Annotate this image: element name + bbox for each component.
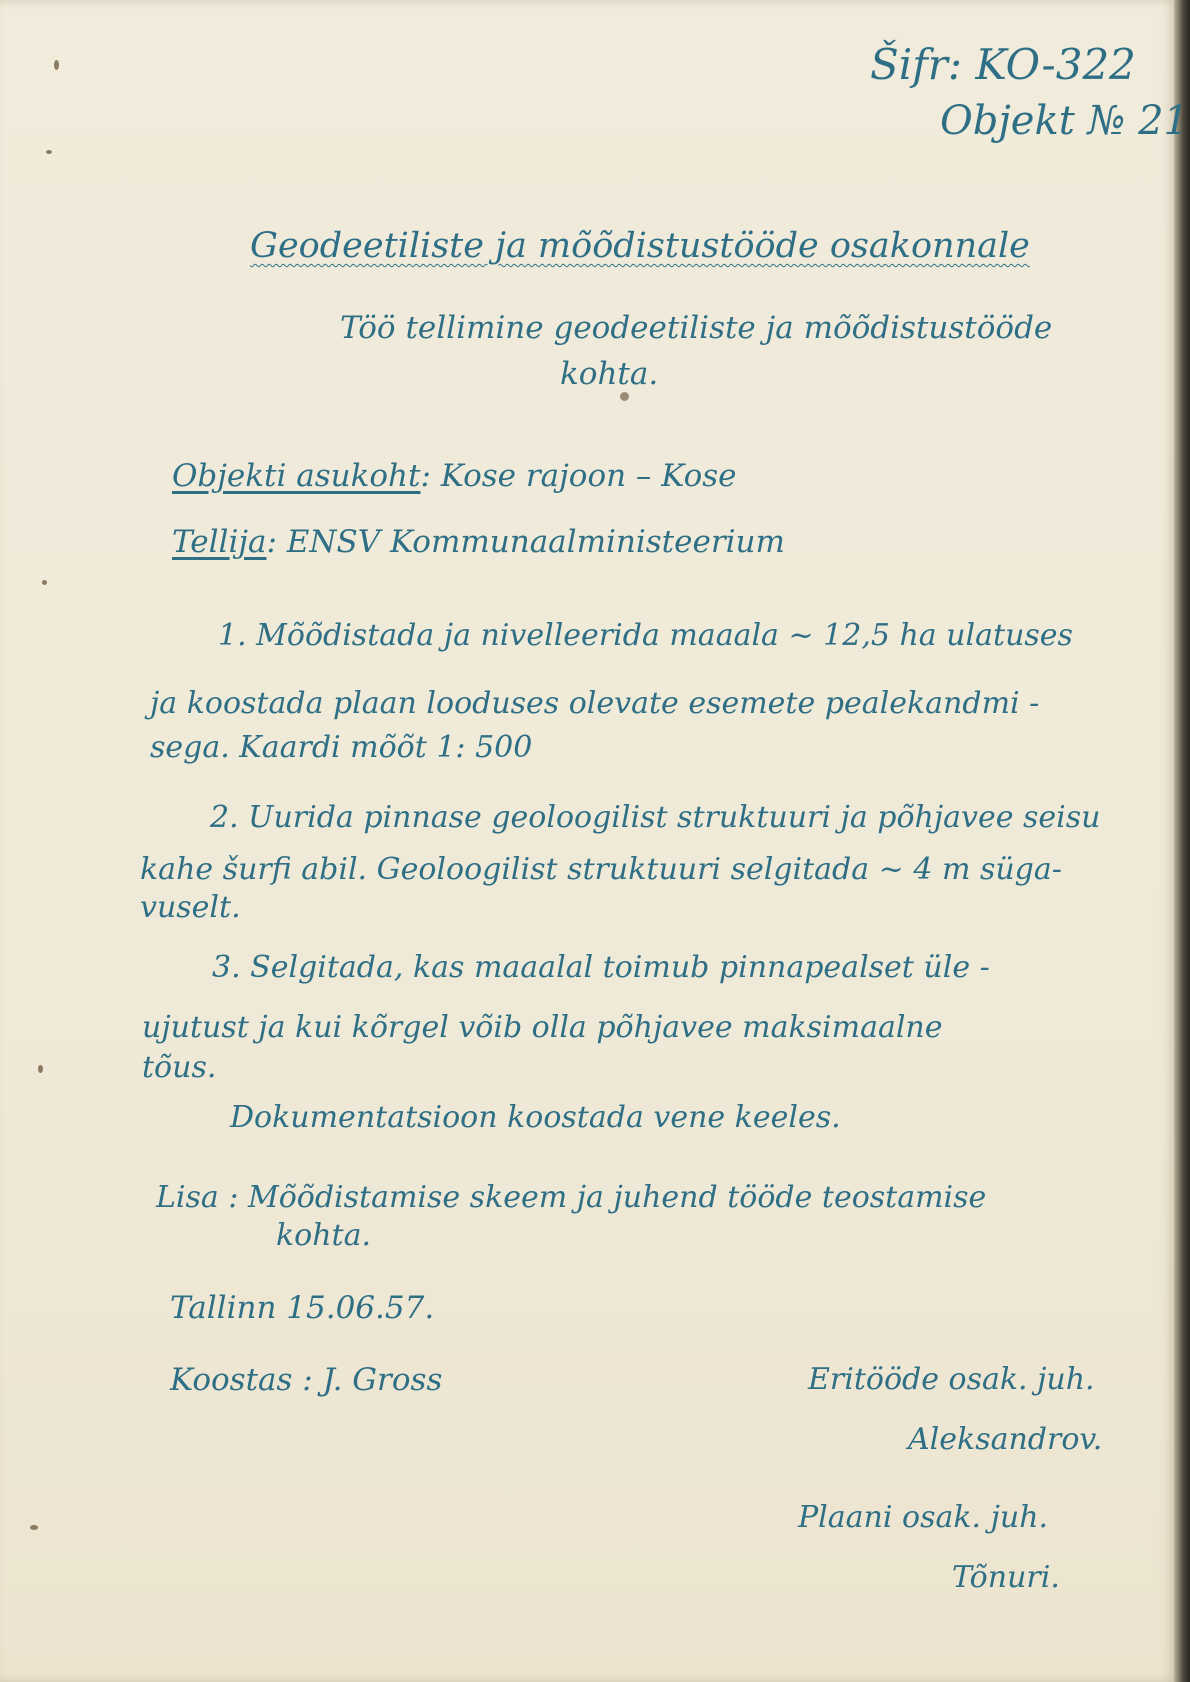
object-location-label: Objekti asukoht: [172, 458, 421, 494]
client-label: Tellija: [172, 524, 267, 560]
object-location: [172, 458, 737, 494]
task-item-2-line2: kahe šurfi abil. Geoloogilist struktuuri selgitada ~ 4 m süga-: [140, 852, 1062, 887]
task-item-1-line3: sega. Kaardi mõõt 1: 500: [150, 730, 533, 765]
margin-mark: [42, 580, 47, 585]
task-item-1-line2: ja koostada plaan looduses olevate esemete pealekandmi -: [150, 686, 1040, 721]
binder-edge: [1174, 0, 1190, 1682]
documentation-note: Dokumentatsioon koostada vene keeles.: [230, 1100, 841, 1135]
margin-mark: [46, 150, 52, 154]
document-subtitle-cont: kohta.: [560, 356, 659, 392]
document-title: Geodeetiliste ja mõõdistustööde osakonnale: [250, 226, 1030, 266]
margin-mark: [38, 1065, 43, 1073]
margin-mark: [54, 60, 59, 70]
cipher-code: Šifr: KO-322: [870, 40, 1136, 89]
compiled-by: Koostas : J. Gross: [170, 1362, 443, 1398]
task-item-1-line1: 1. Mõõdistada ja nivelleerida maaala ~ 12,5 ha ulatuses: [218, 618, 1073, 653]
task-item-2-line1: 2. Uurida pinnase geoloogilist struktuuri ja põhjavee seisu: [210, 800, 1101, 835]
client-value: : ENSV Kommunaalministeerium: [266, 524, 785, 560]
signature-2-title: Plaani osak. juh.: [798, 1500, 1049, 1535]
attachment-line2: kohta.: [276, 1218, 372, 1253]
margin-mark: [30, 1525, 38, 1530]
task-item-2-line3: vuselt.: [140, 890, 241, 925]
document-subtitle: Töö tellimine geodeetiliste ja mõõdistustööde: [340, 310, 1053, 346]
signature-2-name: Tõnuri.: [952, 1560, 1060, 1595]
task-item-3-line2: ujutust ja kui kõrgel võib olla põhjavee maksimaalne: [142, 1010, 943, 1045]
object-number: Objekt № 21: [940, 98, 1189, 144]
attachment-line1: Lisa : Mõõdistamise skeem ja juhend tööde teostamise: [156, 1180, 987, 1215]
client: [172, 524, 785, 560]
place-date: Tallinn 15.06.57.: [170, 1290, 435, 1326]
object-location-value: : Kose rajoon – Kose: [420, 458, 737, 494]
signature-1-title: Eritööde osak. juh.: [808, 1362, 1095, 1397]
signature-1-name: Aleksandrov.: [908, 1422, 1103, 1457]
task-item-3-line3: tõus.: [142, 1050, 217, 1085]
task-item-3-line1: 3. Selgitada, kas maaalal toimub pinnapealset üle -: [212, 950, 990, 985]
margin-mark: [620, 392, 629, 401]
